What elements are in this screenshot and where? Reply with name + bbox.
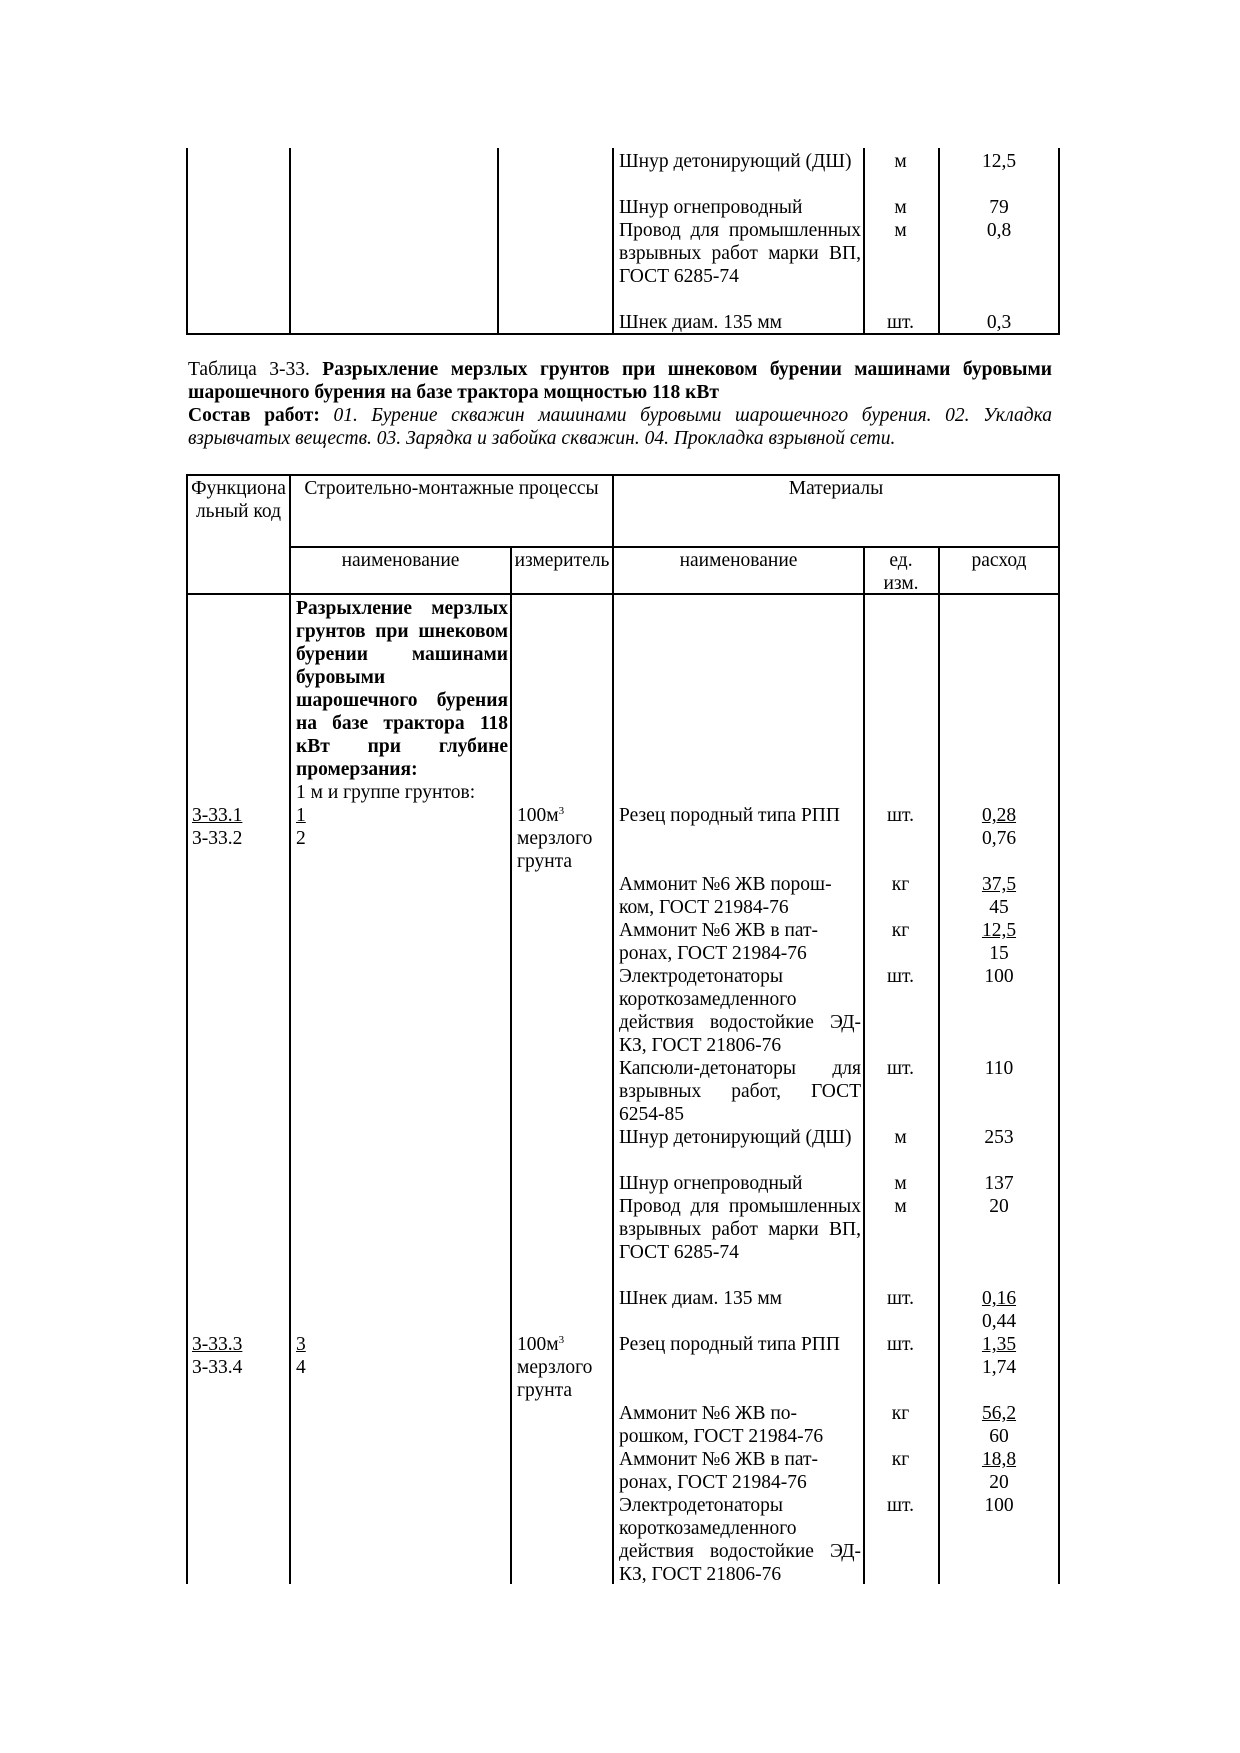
material-qty	[940, 1494, 1058, 1517]
meter-line: грунта	[517, 851, 573, 872]
top-row-qty: 12,5	[981, 151, 1017, 172]
group2-codes	[192, 1333, 286, 1379]
material-qty	[940, 919, 1058, 965]
material-qty	[940, 1287, 1058, 1333]
group2-meter	[517, 1333, 611, 1402]
top-row-unit: шт.	[887, 312, 914, 333]
top-row-qty: 0,8	[986, 220, 1012, 241]
qty-value: 56,2	[981, 1403, 1017, 1424]
soil-group: 1	[296, 805, 306, 826]
material-unit: кг	[891, 1403, 910, 1424]
func-code: 3-33.2	[192, 828, 243, 849]
material-qty	[940, 1057, 1058, 1080]
material-name	[619, 919, 861, 965]
material-name: Электродетонаторы короткозамедленного действия водостойкие ЭД-КЗ, ГОСТ 21806-76	[619, 1495, 861, 1585]
top-row-qty: 0,3	[986, 312, 1012, 333]
caption-title: Разрыхление мерзлых грунтов при шнековом бурении машинами буровыми шарошечного бурения на базе трактора мощностью 118 кВт	[188, 359, 1052, 403]
material-name: Электродетонаторы короткозамедленного действия водостойкие ЭД-КЗ, ГОСТ 21806-76	[619, 966, 861, 1056]
header-proc-meter: измеритель	[514, 550, 610, 571]
material-qty	[940, 873, 1058, 919]
qty-value: 0,76	[981, 828, 1017, 849]
top-row-unit: м	[894, 197, 907, 218]
material-qty	[940, 1172, 1058, 1195]
material-unit: шт.	[887, 966, 914, 987]
material-qty	[940, 1402, 1058, 1448]
qty-value: 137	[984, 1173, 1014, 1194]
qty-value: 20	[989, 1472, 1009, 1493]
material-qty	[940, 965, 1058, 988]
material-unit: шт.	[887, 1495, 914, 1516]
material-name: Шнек диам. 135 мм	[619, 1288, 783, 1309]
material-unit: кг	[891, 920, 910, 941]
material-name: Резец породный типа РПП	[619, 1334, 840, 1355]
qty-value: 0,16	[981, 1288, 1017, 1309]
material-qty	[940, 1448, 1058, 1494]
qty-value: 1,74	[981, 1357, 1017, 1378]
group1-meter	[517, 804, 611, 873]
meter-exponent: 3	[558, 805, 565, 817]
header-proc-name: наименование	[341, 550, 460, 571]
qty-value: 37,5	[981, 874, 1017, 895]
material-name: Капсюли-детонаторы для взрывных работ, ГОСТ 6254-85	[619, 1058, 861, 1125]
group2-soil-groups	[296, 1333, 356, 1379]
material-qty	[940, 1333, 1058, 1379]
qty-value: 253	[984, 1127, 1014, 1148]
material-name: Резец породный типа РПП	[619, 805, 840, 826]
soil-group: 4	[296, 1357, 306, 1378]
top-row-name: Шнур детонирующий (ДШ)	[619, 151, 852, 172]
section-subtitle: 1 м и группе грунтов:	[296, 782, 476, 803]
qty-value: 0,28	[981, 805, 1017, 826]
meter-value: 100м	[517, 805, 559, 826]
material-qty	[940, 804, 1058, 850]
header-mat-qty: расход	[971, 550, 1027, 571]
meter-line: грунта	[517, 1380, 573, 1401]
top-row-unit: м	[894, 151, 907, 172]
meter-line: мерзлого	[517, 828, 593, 849]
composition-text: 01. Бурение скважин машинами буровыми шарошечного бурения. 02. Укладка взрывчатых веществ. 03. Зарядка и забойка скважин. 04. Прокладка взрывной сети.	[188, 405, 1052, 449]
material-name	[619, 873, 861, 919]
header-materials: Материалы	[788, 478, 884, 499]
material-name-text: Аммонит №6 ЖВ порош-ком, ГОСТ 21984-76	[619, 874, 832, 918]
material-unit: м	[894, 1127, 907, 1148]
soil-group: 3	[296, 1334, 306, 1355]
section-title: Разрыхление мерзлых грунтов при шнековом бурении машинами буровыми шарошечного бурения на базе трактора 118 кВт при глубине промерзания:	[296, 598, 508, 780]
material-qty	[940, 1195, 1058, 1218]
meter-value: 100м	[517, 1334, 559, 1355]
qty-value: 20	[989, 1196, 1009, 1217]
top-row-name: Шнур огнепроводный	[619, 197, 803, 218]
material-name	[619, 1448, 861, 1494]
top-row-name: Провод для промышленных взрывных работ марки ВП, ГОСТ 6285-74	[619, 220, 861, 287]
caption-prefix: Таблица 3-33.	[188, 359, 323, 380]
soil-group: 2	[296, 828, 306, 849]
func-code: 3-33.4	[192, 1357, 243, 1378]
qty-value: 1,35	[981, 1334, 1017, 1355]
material-name-text: Аммонит №6 ЖВ в пат-ронах, ГОСТ 21984-76	[619, 920, 819, 964]
header-mat-unit: ед. изм.	[883, 550, 919, 594]
meter-line: мерзлого	[517, 1357, 593, 1378]
material-unit: кг	[891, 874, 910, 895]
header-func-code: Функциональный код	[191, 478, 286, 522]
material-unit: м	[894, 1173, 907, 1194]
qty-value: 60	[989, 1426, 1009, 1447]
material-name: Шнур детонирующий (ДШ)	[619, 1127, 852, 1148]
material-name: Провод для промышленных взрывных работ марки ВП, ГОСТ 6285-74	[619, 1196, 861, 1263]
material-name-text: Аммонит №6 ЖВ по-рошком, ГОСТ 21984-76	[619, 1403, 824, 1447]
qty-value: 110	[984, 1058, 1014, 1079]
header-processes: Строительно-монтажные процессы	[304, 478, 599, 499]
group1-soil-groups	[296, 804, 356, 850]
func-code: 3-33.3	[192, 1334, 243, 1355]
qty-value: 12,5	[981, 920, 1017, 941]
top-row-qty: 79	[989, 197, 1009, 218]
material-unit: шт.	[887, 1058, 914, 1079]
material-unit: шт.	[887, 805, 914, 826]
qty-value: 100	[984, 1495, 1014, 1516]
func-code: 3-33.1	[192, 805, 243, 826]
material-name: Шнур огнепроводный	[619, 1173, 803, 1194]
qty-value: 45	[989, 897, 1009, 918]
qty-value: 18,8	[981, 1449, 1017, 1470]
material-unit: шт.	[887, 1334, 914, 1355]
material-name-text: Аммонит №6 ЖВ в пат-ронах, ГОСТ 21984-76	[619, 1449, 819, 1493]
header-mat-name: наименование	[679, 550, 798, 571]
top-row-name: Шнек диам. 135 мм	[619, 312, 783, 333]
top-row-unit: м	[894, 220, 907, 241]
qty-value: 100	[984, 966, 1014, 987]
group1-codes	[192, 804, 286, 850]
material-name	[619, 1402, 861, 1448]
composition-label: Состав работ:	[188, 405, 320, 426]
material-qty	[940, 1126, 1058, 1149]
qty-value: 15	[989, 943, 1009, 964]
material-unit: м	[894, 1196, 907, 1217]
material-unit: шт.	[887, 1288, 914, 1309]
qty-value: 0,44	[981, 1311, 1017, 1332]
meter-exponent: 3	[558, 1334, 565, 1346]
material-unit: кг	[891, 1449, 910, 1470]
